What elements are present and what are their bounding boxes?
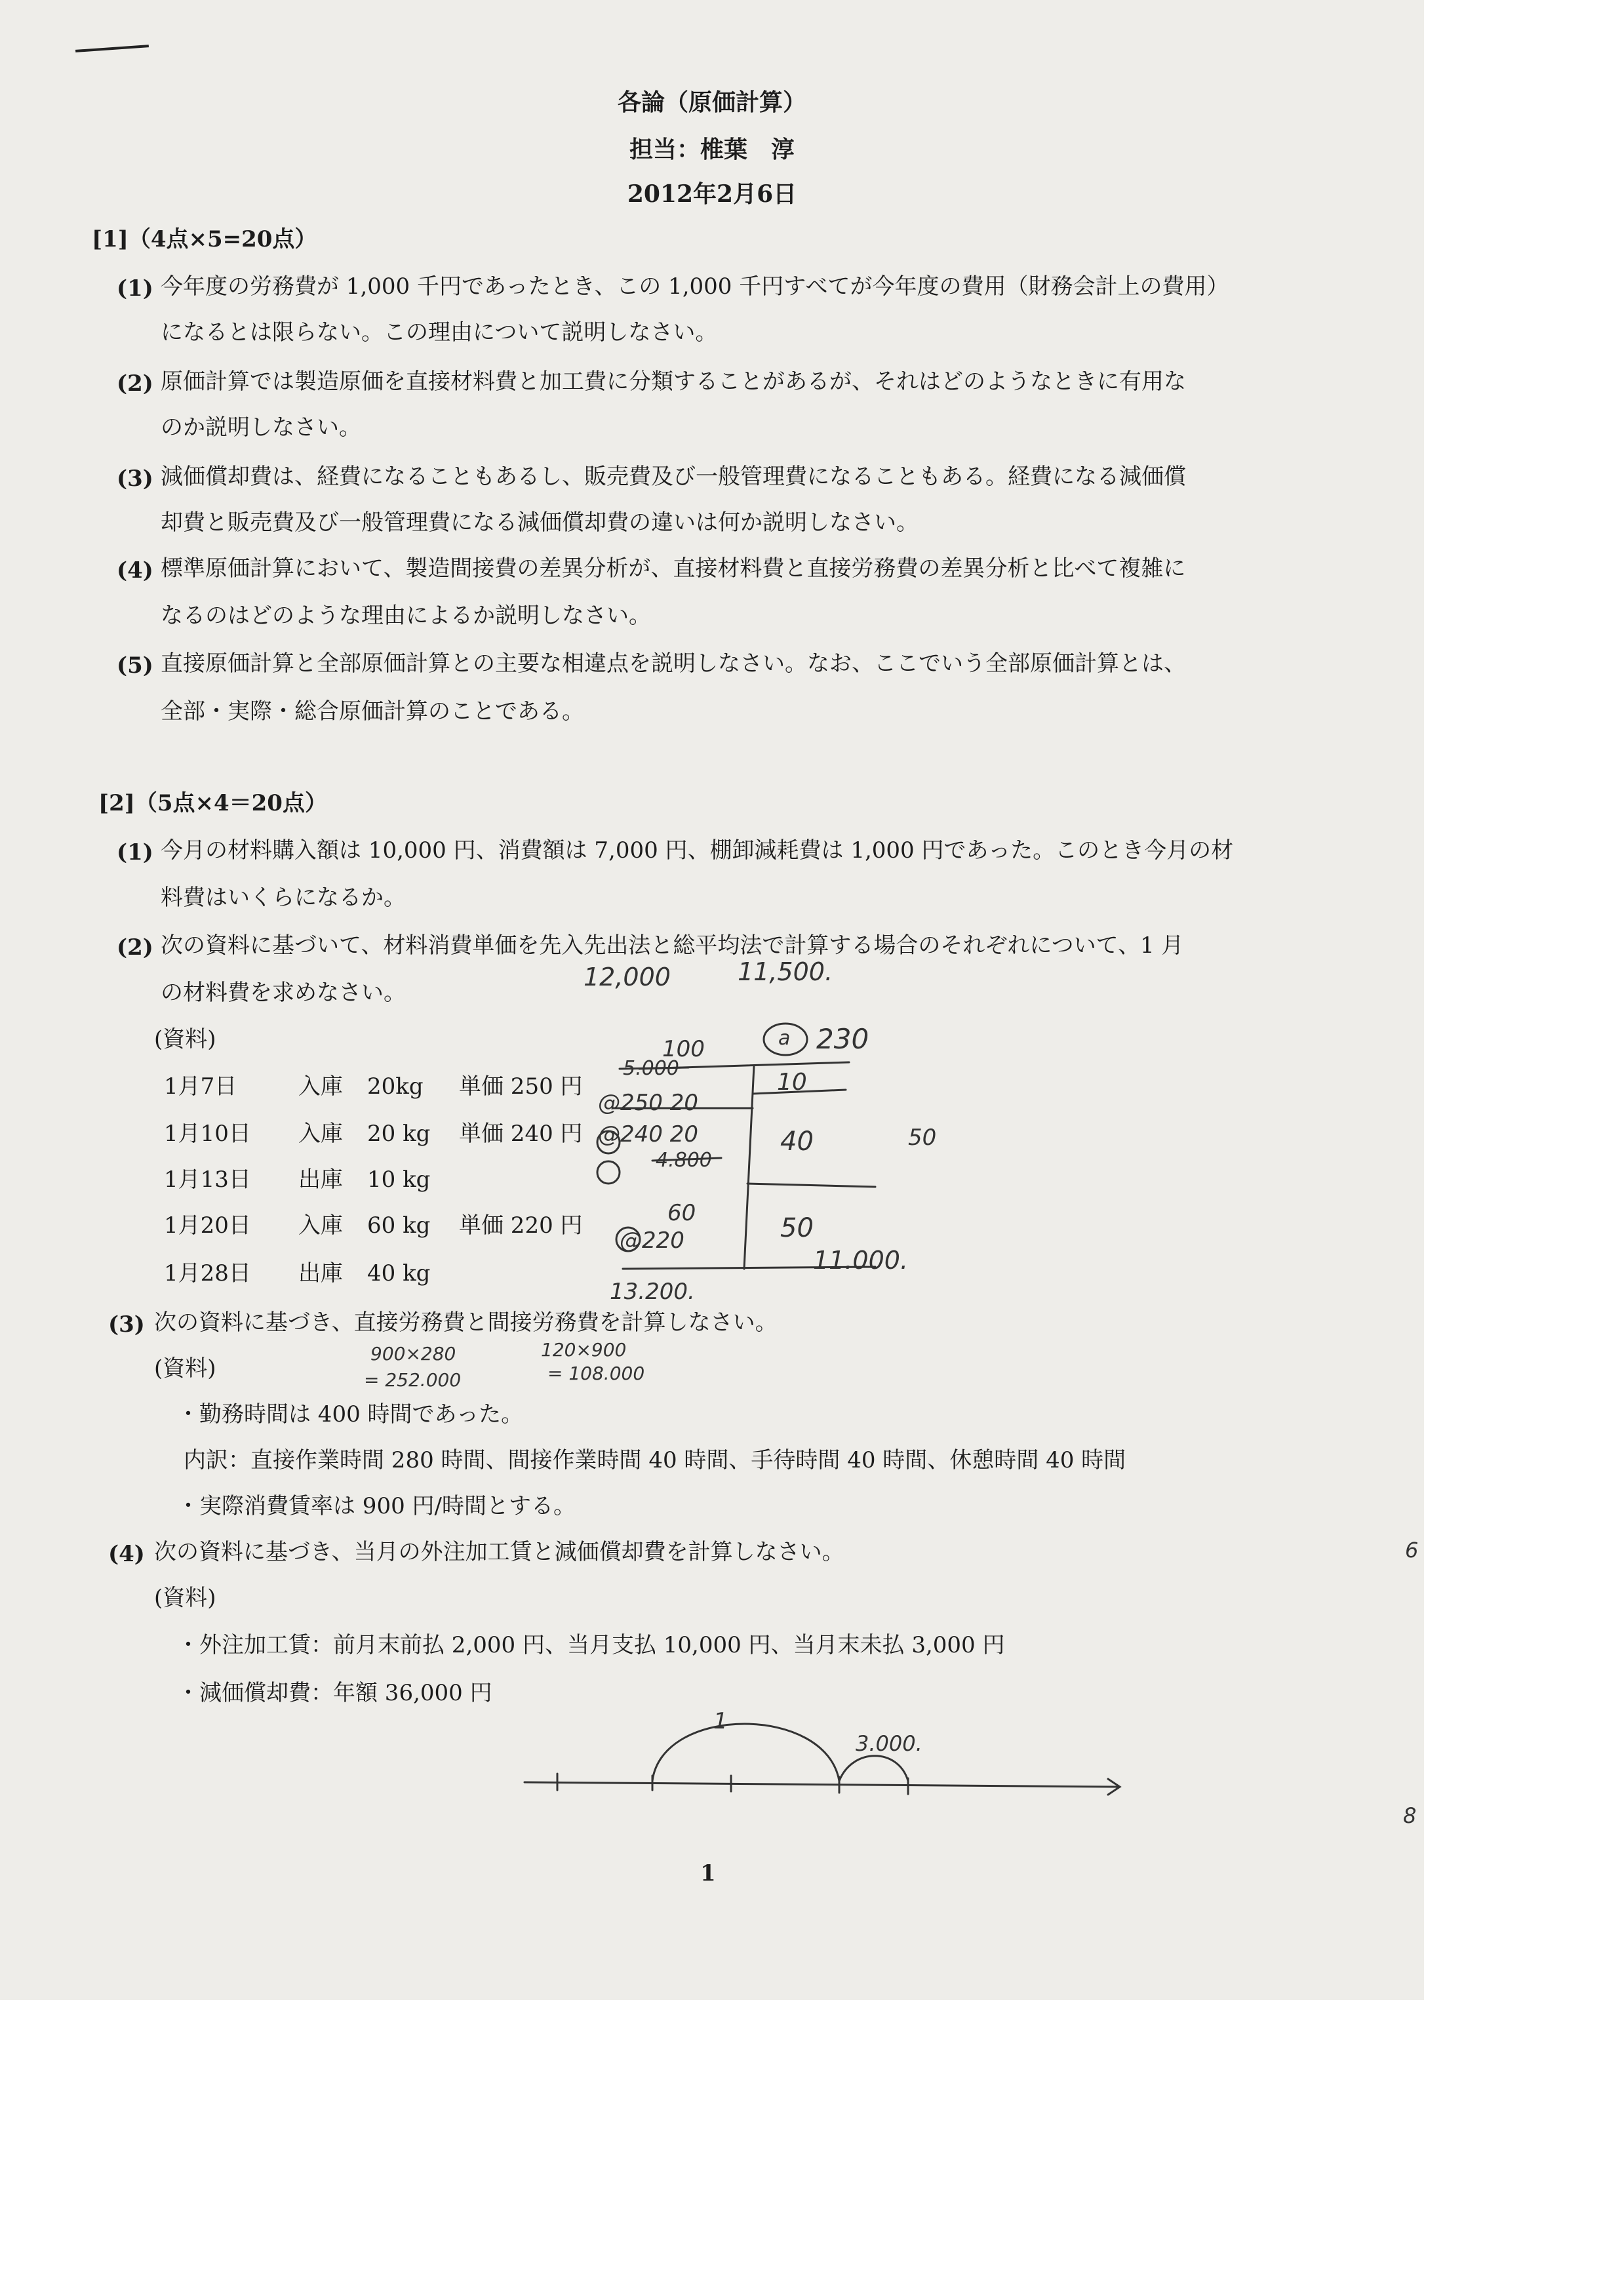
s2-q4-bullet1: ・外注加工賃：前月末前払 2,000 円、当月支払 10,000 円、当月末未払 3,000 円 xyxy=(177,1632,1005,1658)
t-account-vertical xyxy=(744,1066,754,1269)
row1-date: 1月7日 xyxy=(164,1073,237,1100)
margin-mark-1: 6 xyxy=(1405,1538,1419,1563)
hand-100: 100 xyxy=(662,1036,705,1062)
s2-q4-bullet2: ・減価償却費：年額 36,000 円 xyxy=(177,1680,492,1706)
timeline-arc-2 xyxy=(839,1756,908,1781)
s1-q5-line1: 直接原価計算と全部原価計算との主要な相違点を説明しなさい。なお、ここでいう全部原価計算とは、 xyxy=(161,650,1186,677)
s1-q1-line2: になるとは限らない。この理由について説明しなさい。 xyxy=(161,319,718,346)
s2-q3-breakdown: 内訳：直接作業時間 280 時間、間接作業時間 40 時間、手待時間 40 時間、休憩時間 40 時間 xyxy=(184,1447,1126,1473)
s1-q1-line1: 今年度の労務費が 1,000 千円であったとき、この 1,000 千円すべてが今年度の費用（財務会計上の費用） xyxy=(161,273,1229,300)
hand-5000: 5.000 xyxy=(623,1057,679,1080)
s1-q2-line2: のか説明しなさい。 xyxy=(161,414,361,441)
t-account-line-4 xyxy=(747,1184,875,1187)
s2-q3-number: (3) xyxy=(108,1311,145,1338)
hand-50-right: 50 xyxy=(908,1125,937,1151)
s1-q4-number: (4) xyxy=(117,557,153,584)
s2-q1-line2: 料費はいくらになるか。 xyxy=(161,885,406,911)
row1-price: 単価 250 円 xyxy=(459,1073,583,1100)
hand-40: 40 xyxy=(780,1127,814,1157)
page-number: 1 xyxy=(700,1860,716,1886)
s1-q5-line2: 全部・実際・総合原価計算のことである。 xyxy=(161,698,584,725)
s2-q2-source-label: (資料) xyxy=(154,1026,216,1052)
section1-heading: [1]（4点×5=20点） xyxy=(92,226,317,252)
hand-calc1a: 900×280 xyxy=(370,1343,456,1365)
row2-qty: 20 kg xyxy=(367,1121,431,1147)
row4-type: 入庫 xyxy=(298,1212,343,1239)
exam-title: 各論（原価計算） xyxy=(617,89,806,116)
s2-q3-source-label: (資料) xyxy=(154,1355,216,1382)
timeline-axis xyxy=(525,1782,1118,1787)
s1-q3-line2: 却費と販売費及び一般管理費になる減価償却費の違いは何か説明しなさい。 xyxy=(161,509,919,536)
row2-type: 入庫 xyxy=(298,1121,343,1147)
s2-q4-source-label: (資料) xyxy=(154,1585,216,1611)
s2-q2-line2: の材料費を求めなさい。 xyxy=(161,980,406,1006)
row2-date: 1月10日 xyxy=(164,1121,251,1147)
row4-date: 1月20日 xyxy=(164,1212,251,1239)
s2-q2-number: (2) xyxy=(117,934,153,961)
hand-50: 50 xyxy=(780,1213,814,1243)
s2-q2-line1: 次の資料に基づいて、材料消費単価を先入先出法と総平均法で計算する場合のそれぞれについて、1 月 xyxy=(161,932,1184,959)
row1-qty: 20kg xyxy=(367,1073,424,1100)
row3-qty: 10 kg xyxy=(367,1167,431,1193)
hand-230: 230 xyxy=(816,1023,869,1055)
instructor: 担当：椎葉 淳 xyxy=(629,136,795,163)
s2-q4-line: 次の資料に基づき、当月の外注加工賃と減価償却費を計算しなさい。 xyxy=(154,1539,844,1565)
s2-q3-bullet1: ・勤務時間は 400 時間であった。 xyxy=(177,1401,524,1427)
s2-q4-number: (4) xyxy=(108,1541,145,1567)
row1-type: 入庫 xyxy=(298,1073,343,1100)
s2-q1-number: (1) xyxy=(117,839,153,866)
hand-calc2b: = 108.000 xyxy=(547,1363,645,1384)
s1-q1-number: (1) xyxy=(117,275,153,302)
s1-q2-line1: 原価計算では製造原価を直接材料費と加工費に分類することがあるが、それはどのようなときに有用な xyxy=(161,369,1186,395)
hand-10: 10 xyxy=(777,1069,807,1096)
hand-calc1b: = 252.000 xyxy=(364,1369,462,1391)
row4-qty: 60 kg xyxy=(367,1212,431,1239)
s1-q4-line1: 標準原価計算において、製造間接費の差異分析が、直接材料費と直接労務費の差異分析と比べて複雑に xyxy=(161,555,1186,582)
row5-type: 出庫 xyxy=(298,1260,343,1287)
hand-4800: 4.800 xyxy=(656,1149,712,1172)
margin-mark-2: 8 xyxy=(1403,1803,1417,1828)
hand-11000: 11.000. xyxy=(813,1246,909,1275)
timeline-arc-1 xyxy=(652,1724,839,1781)
row4-price: 単価 220 円 xyxy=(459,1212,583,1239)
row2-price: 単価 240 円 xyxy=(459,1121,583,1147)
s1-q2-number: (2) xyxy=(117,370,153,397)
row5-date: 1月28日 xyxy=(164,1260,251,1287)
row5-qty: 40 kg xyxy=(367,1260,431,1287)
exam-date: 2012年2月6日 xyxy=(627,180,797,208)
hand-11500: 11,500. xyxy=(738,957,833,986)
hand-circle-a: a xyxy=(778,1027,791,1050)
row3-date: 1月13日 xyxy=(164,1167,251,1193)
s1-q3-line1: 減価償却費は、経費になることもあるし、販売費及び一般管理費になることもある。経費になる減価償 xyxy=(161,464,1186,490)
row3-type: 出庫 xyxy=(298,1167,343,1193)
hand-240-20: @240 20 xyxy=(598,1121,698,1148)
hand-arc-label-2: 3.000. xyxy=(856,1731,922,1756)
s1-q4-line2: なるのはどのような理由によるか説明しなさい。 xyxy=(161,603,651,629)
s2-q3-line: 次の資料に基づき、直接労務費と間接労務費を計算しなさい。 xyxy=(154,1309,778,1336)
s1-q3-number: (3) xyxy=(117,466,153,492)
hand-12000: 12,000 xyxy=(584,963,671,991)
hand-13200: 13.200. xyxy=(610,1279,695,1305)
hand-calc2a: 120×900 xyxy=(541,1339,627,1361)
hand-arc-label-1: 1 xyxy=(713,1708,728,1734)
s2-q1-line1: 今月の材料購入額は 10,000 円、消費額は 7,000 円、棚卸減耗費は 1,000 円であった。このとき今月の材 xyxy=(161,837,1234,864)
hand-250-20: @250 20 xyxy=(598,1090,698,1116)
section2-heading: [2]（5点×4＝20点） xyxy=(98,790,327,816)
s2-q3-bullet2: ・実際消費賃率は 900 円/時間とする。 xyxy=(177,1493,576,1519)
hand-220: @220 xyxy=(620,1227,684,1254)
hand-60: 60 xyxy=(667,1200,696,1226)
s1-q5-number: (5) xyxy=(117,652,153,679)
